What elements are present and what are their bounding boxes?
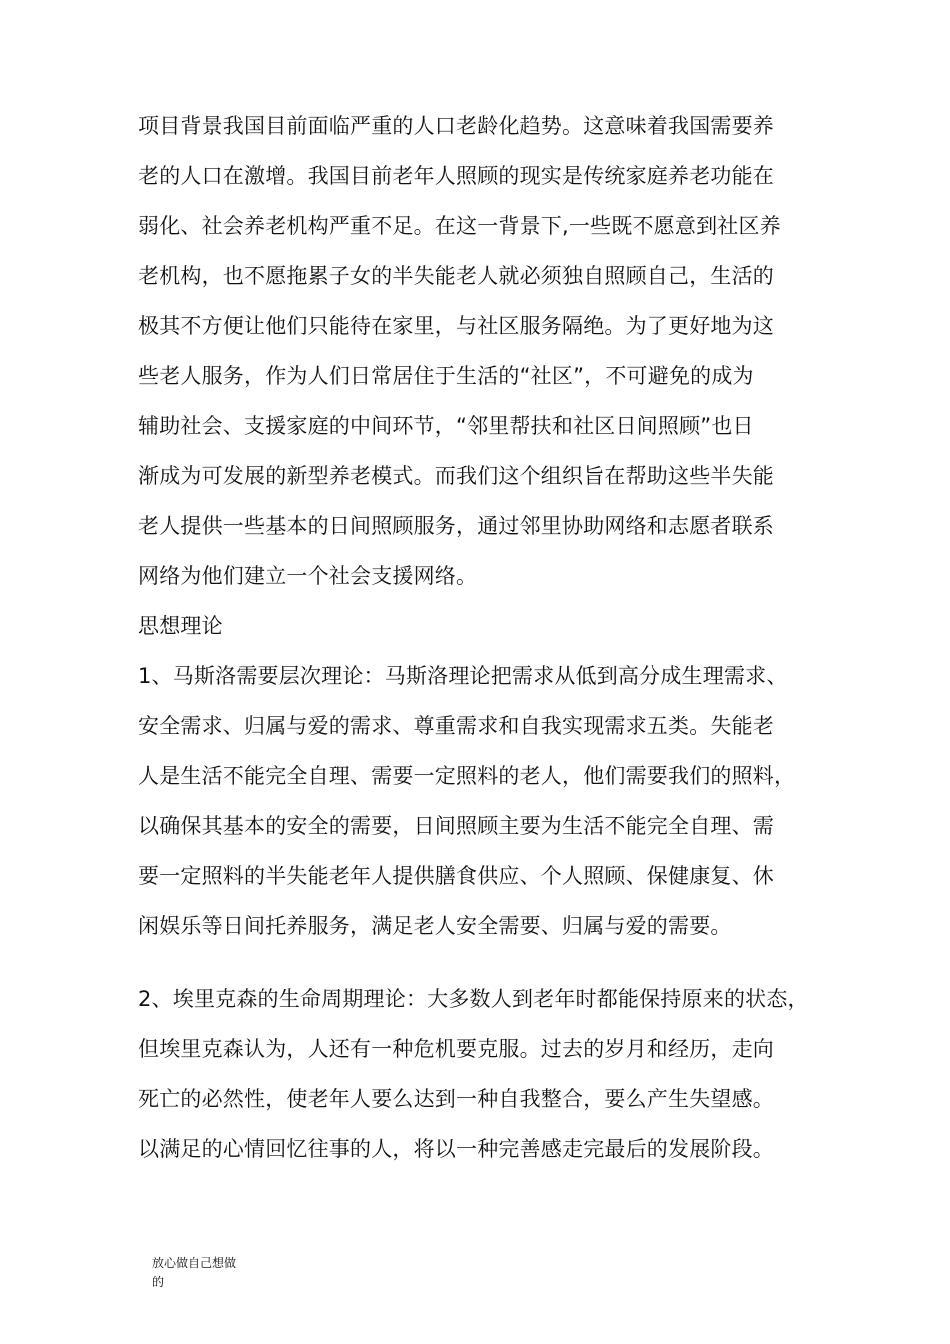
text-line: 网络为他们建立一个社会支援网络。 [138,564,478,588]
text-line: 但埃里克森认为，人还有一种危机要克服。过去的岁月和经历，走向 [138,1037,774,1061]
text-line: 极其不方便让他们只能待在家里，与社区服务隔绝。为了更好地为这 [138,314,774,338]
text-line: 老机构，也不愿拖累子女的半失能老人就必须独自照顾自己，生活的 [138,264,774,288]
text-line: 弱化、社会养老机构严重不足。在这一背景下,一些既不愿意到社区养 [138,214,781,238]
text-line: 项目背景我国目前面临严重的人口老龄化趋势。这意味着我国需要养 [138,114,774,138]
footnote-line: 的 [152,1275,165,1289]
text-line: 老的人口在激增。我国目前老年人照顾的现实是传统家庭养老功能在 [138,164,774,188]
text-line: 闲娱乐等日间托养服务，满足老人安全需要、归属与爱的需要。 [138,914,732,938]
text-line: 人是生活不能完全自理、需要一定照料的老人，他们需要我们的照料， [138,764,796,788]
text-line: 2、埃里克森的生命周期理论：大多数人到老年时都能保持原来的状态， [138,987,809,1011]
footnote-line: 放心做自己想做 [152,1256,237,1270]
text-line: 渐成为可发展的新型养老模式。而我们这个组织旨在帮助这些半失能 [138,464,774,488]
text-line: 以满足的心情回忆往事的人，将以一种完善感走完最后的发展阶段。 [138,1137,774,1161]
text-line: 些老人服务，作为人们日常居住于生活的“社区”，不可避免的成为 [138,364,754,388]
text-line: 要一定照料的半失能老年人提供膳食供应、个人照顾、保健康复、休 [138,864,774,888]
text-line: 老人提供一些基本的日间照顾服务，通过邻里协助网络和志愿者联系 [138,514,774,538]
section-heading: 思想理论 [138,614,223,638]
text-line: 安全需求、归属与爱的需求、尊重需求和自我实现需求五类。失能老 [138,714,774,738]
footnote [152,1254,236,1292]
text-line: 辅助社会、支援家庭的中间环节，“邻里帮扶和社区日间照顾”也日 [138,414,754,438]
text-line: 1、马斯洛需要层次理论：马斯洛理论把需求从低到高分成生理需求、 [138,664,788,688]
text-line: 死亡的必然性，使老年人要么达到一种自我整合，要么产生失望感。 [138,1087,774,1111]
text-line: 以确保其基本的安全的需要，日间照顾主要为生活不能完全自理、需 [138,814,774,838]
